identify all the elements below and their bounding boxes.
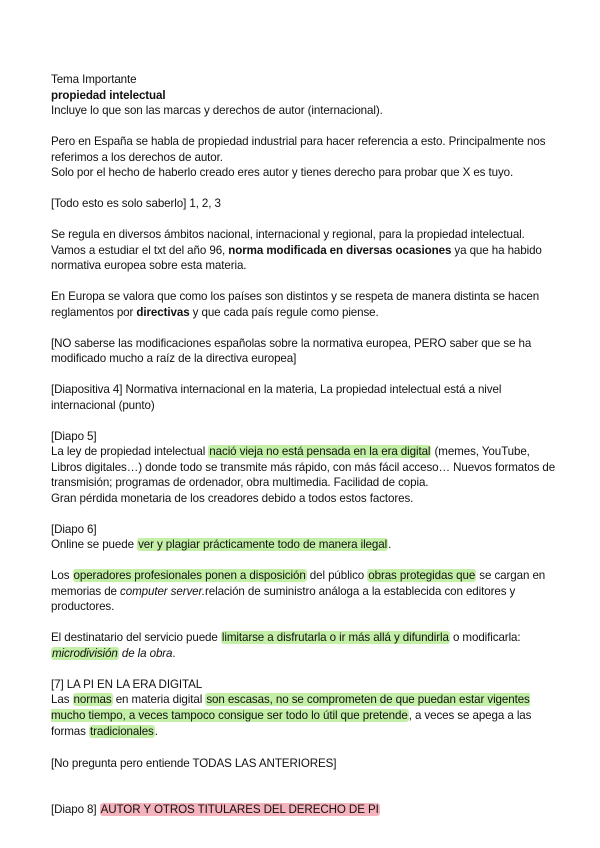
highlight-green: obras protegidas que xyxy=(368,569,476,582)
paragraph-text: Solo por el hecho de haberlo creado eres autor y tienes derecho para probar que X es tuyo. xyxy=(51,166,514,179)
section-heading: [7] LA PI EN LA ERA DIGITAL xyxy=(51,677,203,691)
highlight-green: tradicionales xyxy=(89,725,154,738)
paragraph-text: El destinatario del servicio puede xyxy=(51,631,221,644)
highlight-green: normas xyxy=(73,693,112,706)
paragraph-text: , a veces se apega a las formas xyxy=(51,709,532,738)
section-diapo-5 xyxy=(51,429,556,507)
paragraph-text: [Diapo 8] xyxy=(51,803,100,816)
paragraph-digital-era xyxy=(51,444,556,491)
highlight-green: son escasas, no se comprometen de que puedan estar vigentes mucho tiempo, a veces tampoco consigue ser todo lo útil que pretende xyxy=(51,693,530,722)
note-saberlo: [Todo esto es solo saberlo] 1, 2, 3 xyxy=(51,197,221,210)
section-heading: [Diapo 6] xyxy=(51,522,97,536)
paragraph-text: y que cada país regule como piense. xyxy=(189,305,379,319)
paragraph-text: . xyxy=(172,646,176,660)
italic-text: computer server. xyxy=(120,584,205,598)
topic-label: Tema Importante xyxy=(51,73,137,86)
paragraph-text: Gran pérdida monetaria de los creadores debido a todos estos factores. xyxy=(51,491,414,505)
paragraph-text: En Europa se valora que como los países son distintos y se respeta de manera distinta se hacen reglamentos por xyxy=(51,290,540,319)
highlight-pink: AUTOR Y OTROS TITULARES DEL DERECHO DE PI xyxy=(100,803,379,816)
paragraph-text: La ley de propiedad intelectual xyxy=(51,445,209,458)
paragraph-text: en materia digital xyxy=(112,693,206,706)
paragraph-text: se cargan en memorias de xyxy=(51,569,546,598)
paragraph-text: o modificarla: xyxy=(449,631,521,644)
section-pi-era-digital xyxy=(51,677,556,741)
bold-text: norma modificada en diversas ocasiones xyxy=(228,243,452,257)
highlight-green: ver y plagiar prácticamente todo de manera ilegal xyxy=(138,538,388,551)
paragraph-text: . xyxy=(388,538,392,551)
highlight-green: microdivisión xyxy=(52,646,118,660)
paragraph-text: Las xyxy=(51,693,73,706)
paragraph-text: (memes, YouTube, Libros digitales…) donde todo se transmite más rápido, con más fácil acceso… Nuevos formatos de transmisión; programas de ordenador, obra multimedia. Facilidad de copia. xyxy=(51,445,556,489)
highlight-green: nació vieja no está pensada en la era digital xyxy=(209,445,431,458)
document-title: propiedad intelectual xyxy=(51,88,166,102)
paragraph-operators xyxy=(51,568,556,615)
paragraph-text: del público xyxy=(306,569,368,582)
highlight-green: limitarse a disfrutarla o ir más allá y difundirla xyxy=(221,631,449,644)
paragraph-diapositiva-4: [Diapositiva 4] Normativa internacional en la materia, La propiedad intelectual está a nivel internacional (punto) xyxy=(51,383,502,412)
section-heading: [Diapo 5] xyxy=(51,429,97,443)
paragraph-text: Online se puede xyxy=(51,538,138,551)
document-page xyxy=(51,72,556,818)
section-diapo-6 xyxy=(51,522,556,553)
note-modifications: [NO saberse las modificaciones españolas sobre la normativa europea, PERO saber que se ha modificado mucho a raíz de la directiva europea] xyxy=(51,336,532,365)
intro-text: Incluye lo que son las marcas y derechos de autor (internacional). xyxy=(51,104,383,117)
italic-text: de la obra xyxy=(118,646,173,660)
paragraph-text: relación de suministro análoga a la establecida con editores y productores. xyxy=(51,584,516,613)
note-all-previous: [No pregunta pero entiende TODAS LAS ANTERIORES] xyxy=(51,756,337,770)
paragraph-text: . xyxy=(154,725,158,738)
paragraph-text: ya que ha habido normativa europea sobre esta materia. xyxy=(51,243,542,272)
paragraph-industrial-property xyxy=(51,134,556,181)
paragraph-text: Se regula en diversos ámbitos nacional, internacional y regional, para la propiedad intelectual. Vamos a estudiar el txt del año 96, xyxy=(51,228,525,257)
paragraph-digital-norms xyxy=(51,692,556,740)
paragraph-recipient xyxy=(51,630,556,661)
bold-text: directivas xyxy=(136,305,190,319)
highlight-green: operadores profesionales ponen a disposición xyxy=(73,569,306,582)
paragraph-online xyxy=(51,537,556,553)
paragraph-europe xyxy=(51,289,556,320)
paragraph-regulation xyxy=(51,227,556,274)
paragraph-text: Los xyxy=(51,569,73,582)
paragraph-text: Pero en España se habla de propiedad industrial para hacer referencia a esto. Principalmente nos referimos a los derechos de autor. xyxy=(51,135,546,164)
section-diapo-8 xyxy=(51,802,556,818)
